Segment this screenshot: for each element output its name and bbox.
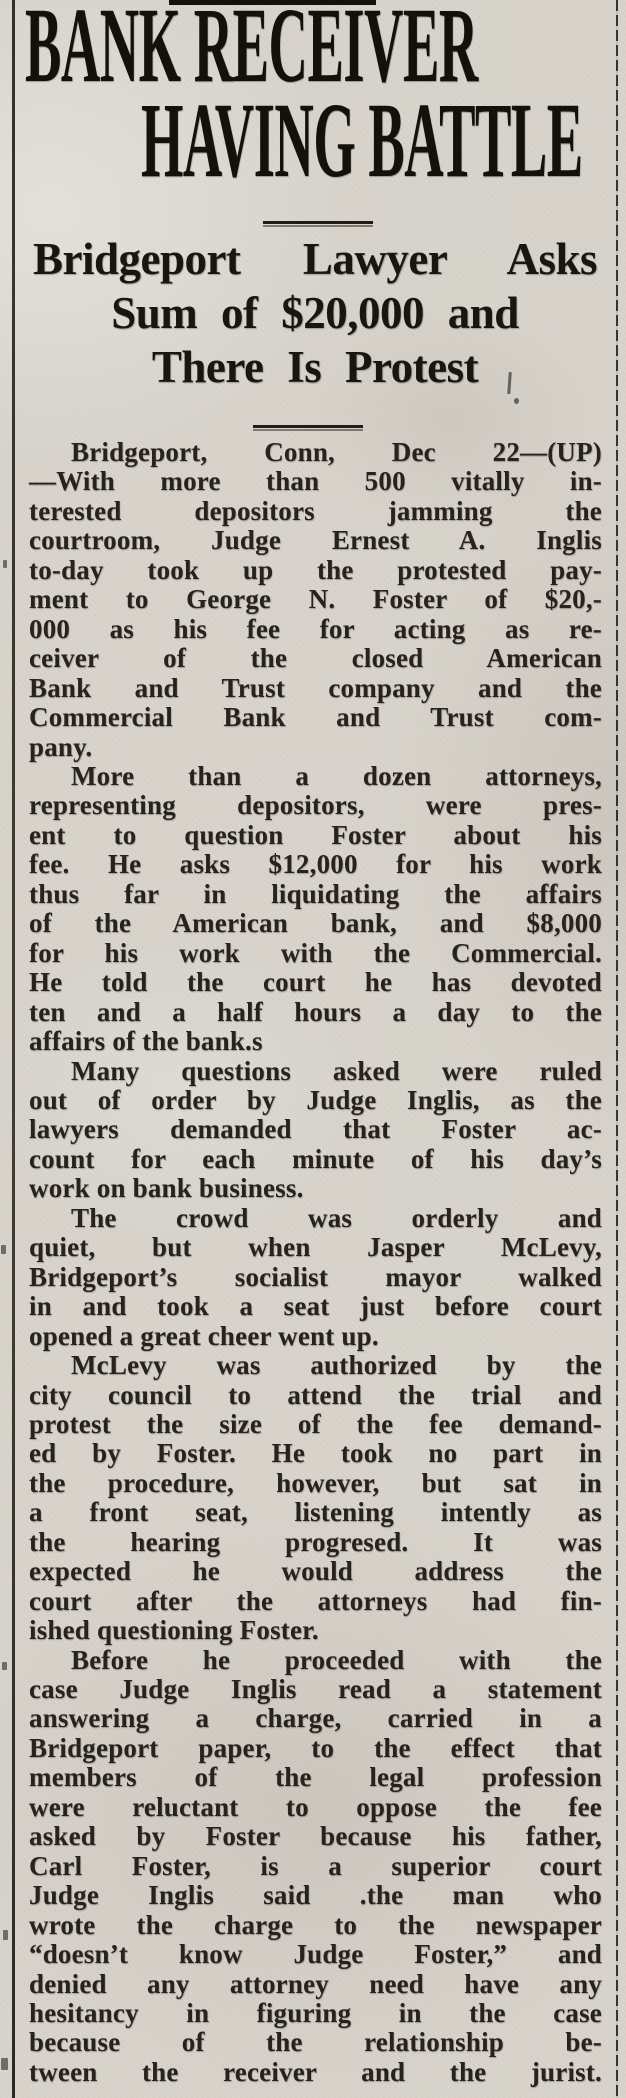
article-line: fee. He asks $12,000 for his work [29,849,602,880]
article-line: pany. [29,731,93,762]
article-line: McLevy was authorized by the [71,1350,602,1381]
article-line: quiet, but when Jasper McLevy, [29,1232,602,1263]
article-line: were reluctant to oppose the fee [29,1791,602,1822]
article-line: for his work with the Commercial. [29,937,602,968]
ink-speck [3,560,7,568]
subheadline-line-3: There Is Protest [151,342,479,392]
headline-line-2: HAVING BATTLE [141,82,583,200]
article-line: ment to George N. Foster of $20,- [29,584,602,615]
article-paragraph [29,438,602,762]
article-line: Bridgeport’s socialist mayor walked [29,1261,602,1292]
article-line: Carl Foster, is a superior court [29,1850,602,1881]
article-line: case Judge Inglis read a statement [29,1674,602,1705]
article-line: denied any attorney need have any [29,1968,602,1999]
article-line: —With more than 500 vitally in- [29,466,602,497]
article-paragraph [29,1204,602,1351]
article-line: expected he would address the [29,1556,602,1587]
article-line: out of order by Judge Inglis, as the [29,1084,602,1115]
article-line: thus far in liquidating the affairs [29,878,602,909]
article-line: Many questions asked were ruled [71,1055,602,1086]
article-line: protest the size of the fee demand- [29,1408,602,1439]
ink-speck [1,2058,8,2070]
article-line: hesitancy in figuring in the case [29,1998,602,2029]
article-line: the hearing progresed. It was [29,1526,602,1557]
article-line: members of the legal profession [29,1762,602,1793]
ink-artifact [514,398,519,404]
article-line: ished questioning Foster. [29,1615,319,1646]
article-line: in and took a seat just before court [29,1291,602,1322]
article-line: of the American bank, and $8,000 [29,908,602,939]
article-line: He told the court he has devoted [29,967,602,998]
article-line: ten and a half hours a day to the [29,996,602,1027]
subheadline-line-2: Sum of $20,000 and [111,288,519,338]
ink-speck [2,1662,7,1670]
article-line: The crowd was orderly and [71,1202,602,1233]
article-line: Bridgeport, Conn, Dec 22—(UP) [71,437,602,467]
article-body [29,438,602,2087]
divider-rule-subhead [253,425,363,431]
column-rule-left [12,0,15,2098]
article-line: Judge Inglis said .the man who [29,1880,602,1911]
article-line: work on bank business. [29,1173,304,1204]
article-line: asked by Foster because his father, [29,1821,602,1852]
article-line: ceiver of the closed American [29,643,602,674]
article-paragraph [29,762,602,1057]
subheadline [33,232,597,394]
article-line: city council to attend the trial and [29,1379,602,1410]
article-paragraph [29,1057,602,1204]
article-line: Bank and Trust company and the [29,672,602,703]
article-line: opened a great cheer went up. [29,1320,379,1351]
article-line: the procedure, however, but sat in [29,1467,602,1498]
article-line: ed by Foster. He took no part in [29,1438,602,1469]
ink-speck [1,1245,6,1254]
article-line: count for each minute of his day’s [29,1143,602,1174]
subheadline-line-1: Bridgeport Lawyer Asks [33,234,597,284]
article-line: a front seat, listening intently as [29,1497,602,1528]
article-line: affairs of the bank.s [29,1026,263,1057]
article-line: court after the attorneys had fin- [29,1585,602,1616]
article-line: 000 as his fee for acting as re- [29,613,602,644]
article-line: “doesn’t know Judge Foster,” and [29,1939,602,1970]
article-line: lawyers demanded that Foster ac- [29,1114,602,1145]
article-line: courtroom, Judge Ernest A. Inglis [29,525,602,556]
article-line: Commercial Bank and Trust com- [29,702,602,733]
article-paragraph [29,1646,602,2088]
article-line: terested depositors jamming the [29,495,602,526]
article-line: answering a charge, carried in a [29,1703,602,1734]
column-rule-right [616,0,618,2098]
divider-rule-top [263,221,373,227]
ink-speck [3,1930,8,1940]
article-line: ent to question Foster about his [29,819,602,850]
article-line: because of the relationship be- [29,2027,602,2058]
article-line: tween the receiver and the jurist. [29,2056,602,2087]
headline-line-1: BANK RECEIVER [25,0,478,105]
article-line: Before he proceeded with the [71,1644,602,1675]
article-line: representing depositors, were pres- [29,790,602,821]
article-line: to-day took up the protested pay- [29,554,602,585]
article-paragraph [29,1351,602,1646]
article-line: wrote the charge to the newspaper [29,1909,602,1940]
article-line: Bridgeport paper, to the effect that [29,1732,602,1763]
article-line: More than a dozen attorneys, [71,760,602,791]
